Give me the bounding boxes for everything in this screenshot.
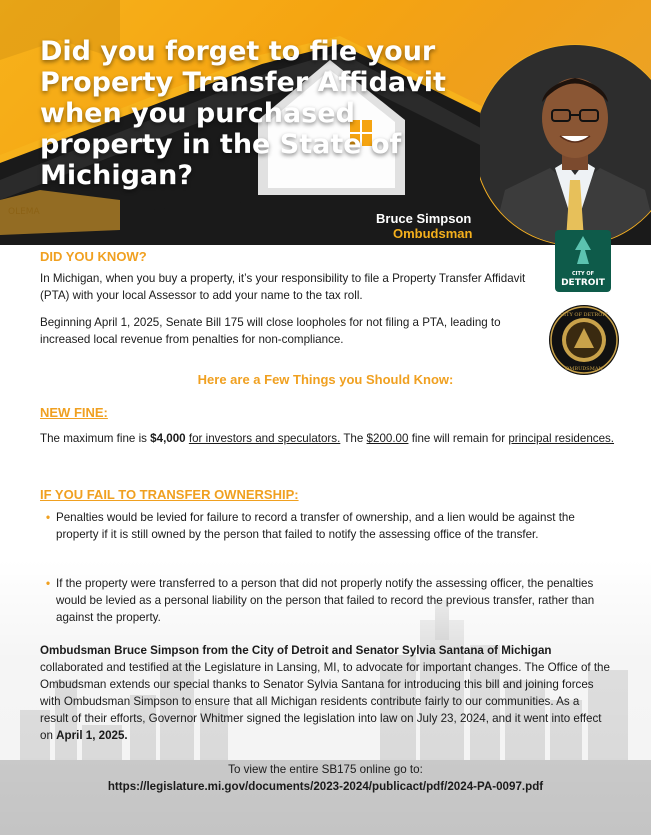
link-intro-text: To view the entire SB175 online go to: — [228, 763, 423, 776]
closing-bold-date: April 1, 2025. — [56, 729, 128, 742]
new-fine-max-amount: $4,000 — [150, 432, 186, 445]
bullet-text: Penalties would be levied for failure to record a transfer of ownership, and a lien would be against the property if it is still owned by the person that failed to notify the assessing office of the transfer. — [56, 511, 575, 541]
new-fine-text-3: The — [340, 432, 367, 445]
new-fine-heading: NEW FINE: — [40, 405, 108, 420]
fail-transfer-bullet-1 — [46, 509, 611, 543]
seal-top-text: CITY OF DETROIT — [560, 312, 608, 318]
few-things-heading: Here are a Few Things you Should Know: — [197, 372, 454, 387]
bullet-dot-icon: • — [46, 511, 51, 524]
bullet-text: If the property were transferred to a person that did not properly notify the assessing officer, the penalties would be levied as a personal liability on the person that failed to record the previous transfer, rather than against the property. — [56, 577, 595, 624]
badge-small-text: CITY OF — [572, 271, 594, 277]
svg-text:OLEMA: OLEMA — [8, 207, 40, 217]
new-fine-text-1: The maximum fine is — [40, 432, 151, 445]
city-of-detroit-badge — [555, 230, 611, 292]
bullet-dot-icon: • — [46, 577, 51, 590]
new-fine-investors: for investors and speculators. — [188, 432, 341, 445]
ombudsman-portrait — [480, 40, 651, 250]
new-fine-paragraph — [40, 430, 615, 447]
sb175-link[interactable]: https://legislature.mi.gov/documents/2023-2024/publicact/pdf/2024-PA-0097.pdf — [107, 780, 544, 793]
new-fine-principal: principal residences. — [508, 432, 615, 445]
person-name: Bruce Simpson — [376, 211, 472, 226]
fail-transfer-bullet-2 — [46, 575, 616, 626]
badge-large-text: DETROIT — [561, 278, 605, 288]
closing-paragraph — [40, 642, 610, 744]
new-fine-min-amount: $200.00 — [366, 432, 409, 445]
ombudsman-seal — [548, 304, 620, 376]
did-you-know-paragraph-1: In Michigan, when you buy a property, it’s your responsibility to file a Property Transfer Affidavit (PTA) with your local Assessor to add your name to the tax roll. — [40, 272, 526, 302]
did-you-know-paragraph-2: Beginning April 1, 2025, Senate Bill 175 will close loopholes for not filing a PTA, leading to increased local revenue from penalties for non-compliance. — [40, 316, 501, 346]
headline: Did you forget to file your Property Transfer Affidavit when you purchased property in the State of Michigan? — [40, 36, 446, 191]
fail-transfer-heading: IF YOU FAIL TO TRANSFER OWNERSHIP: — [40, 487, 299, 502]
closing-bold-lead: Ombudsman Bruce Simpson from the City of Detroit and Senator Sylvia Santana of Michigan — [40, 644, 552, 657]
did-you-know-heading: DID YOU KNOW? — [40, 249, 147, 264]
seal-bottom-text: OMBUDSMAN — [565, 366, 603, 372]
closing-text: collaborated and testified at the Legislature in Lansing, MI, to advocate for important changes. The Office of the Ombudsman extends our special thanks to Senator Sylvia Santana for introducing this bill and joining forces with Ombudsman Simpson to ensure that all Michigan residents contribute fairly to our communities. As a result of their efforts, Governor Whitmer signed the legislation into law on July 23, 2024, and it went into effect on — [40, 661, 610, 742]
person-title: Ombudsman — [393, 226, 473, 241]
new-fine-text-4: fine will remain for — [408, 432, 509, 445]
